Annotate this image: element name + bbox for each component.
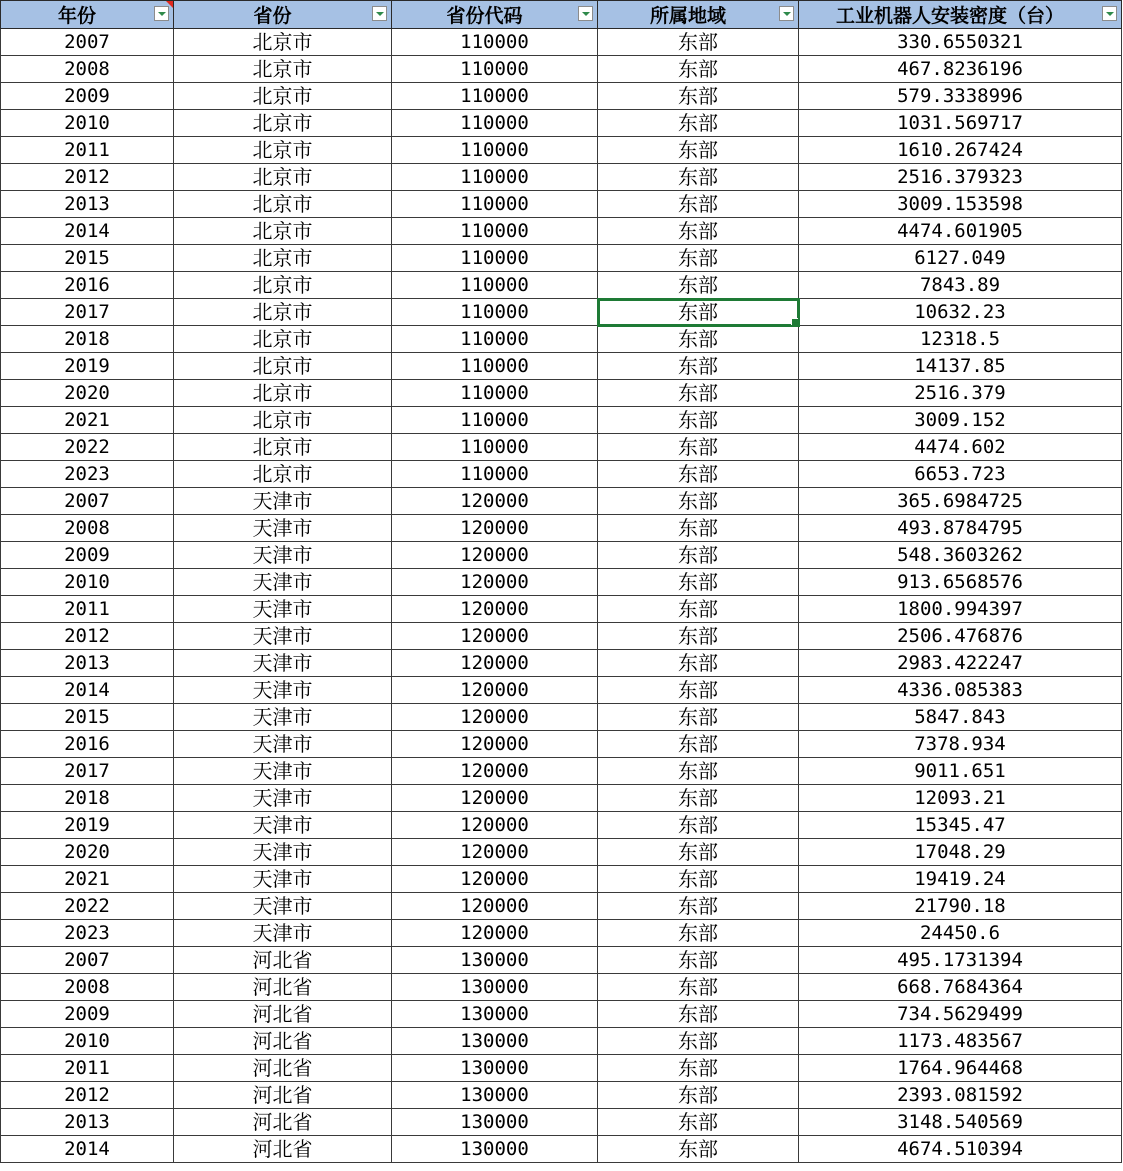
cell-province-code[interactable]: 110000 — [392, 326, 598, 353]
cell-province[interactable]: 天津市 — [174, 893, 392, 920]
cell-density[interactable]: 3009.153598 — [799, 191, 1122, 218]
cell-province[interactable]: 天津市 — [174, 677, 392, 704]
cell-year[interactable]: 2009 — [1, 542, 174, 569]
table-row — [1, 353, 1122, 380]
cell-density[interactable]: 579.3338996 — [799, 83, 1122, 110]
cell-density[interactable]: 17048.29 — [799, 839, 1122, 866]
table-row — [1, 137, 1122, 164]
table-row — [1, 974, 1122, 1001]
cell-year[interactable]: 2021 — [1, 866, 174, 893]
cell-province-code[interactable]: 120000 — [392, 893, 598, 920]
cell-province[interactable]: 天津市 — [174, 866, 392, 893]
cell-province-code[interactable]: 120000 — [392, 623, 598, 650]
cell-year[interactable]: 2016 — [1, 731, 174, 758]
cell-province[interactable]: 北京市 — [174, 56, 392, 83]
table-row — [1, 623, 1122, 650]
cell-year[interactable]: 2014 — [1, 218, 174, 245]
table-row — [1, 569, 1122, 596]
cell-province-code[interactable]: 110000 — [392, 272, 598, 299]
cell-density[interactable]: 24450.6 — [799, 920, 1122, 947]
cell-province-code[interactable]: 120000 — [392, 785, 598, 812]
cell-province-code[interactable]: 110000 — [392, 56, 598, 83]
cell-year[interactable]: 2015 — [1, 245, 174, 272]
cell-region[interactable]: 东部 — [598, 920, 799, 947]
cell-density[interactable]: 1031.569717 — [799, 110, 1122, 137]
table-row — [1, 218, 1122, 245]
cell-province[interactable]: 北京市 — [174, 29, 392, 56]
cell-province-code[interactable]: 120000 — [392, 569, 598, 596]
cell-province[interactable]: 天津市 — [174, 488, 392, 515]
cell-year[interactable]: 2016 — [1, 272, 174, 299]
cell-province-code[interactable]: 110000 — [392, 407, 598, 434]
cell-province[interactable]: 天津市 — [174, 839, 392, 866]
cell-density[interactable]: 365.6984725 — [799, 488, 1122, 515]
cell-density[interactable]: 467.8236196 — [799, 56, 1122, 83]
cell-region[interactable]: 东部 — [598, 1136, 799, 1163]
table-row — [1, 1001, 1122, 1028]
cell-province[interactable]: 北京市 — [174, 272, 392, 299]
cell-density[interactable]: 4336.085383 — [799, 677, 1122, 704]
cell-province-code[interactable]: 110000 — [392, 299, 598, 326]
table-row — [1, 245, 1122, 272]
table-row — [1, 83, 1122, 110]
cell-province-code[interactable]: 110000 — [392, 434, 598, 461]
cell-density[interactable]: 1173.483567 — [799, 1028, 1122, 1055]
cell-region[interactable]: 东部 — [598, 326, 799, 353]
cell-province-code[interactable]: 110000 — [392, 353, 598, 380]
cell-density[interactable]: 2516.379323 — [799, 164, 1122, 191]
cell-year[interactable]: 2014 — [1, 1136, 174, 1163]
cell-region[interactable]: 东部 — [598, 461, 799, 488]
column-header-province-code[interactable] — [392, 1, 598, 29]
cell-year[interactable]: 2020 — [1, 839, 174, 866]
cell-density[interactable]: 10632.23 — [799, 299, 1122, 326]
table-row — [1, 110, 1122, 137]
fill-handle[interactable] — [791, 318, 799, 326]
table-row — [1, 731, 1122, 758]
cell-province-code[interactable]: 110000 — [392, 245, 598, 272]
cell-density[interactable]: 548.3603262 — [799, 542, 1122, 569]
cell-year[interactable]: 2023 — [1, 461, 174, 488]
table-row — [1, 596, 1122, 623]
cell-year[interactable]: 2009 — [1, 1001, 174, 1028]
cell-density[interactable]: 493.8784795 — [799, 515, 1122, 542]
cell-province[interactable]: 北京市 — [174, 164, 392, 191]
cell-region[interactable]: 东部 — [598, 893, 799, 920]
cell-province[interactable]: 河北省 — [174, 974, 392, 1001]
cell-province-code[interactable]: 110000 — [392, 218, 598, 245]
cell-year[interactable]: 2021 — [1, 407, 174, 434]
cell-density[interactable]: 4474.601905 — [799, 218, 1122, 245]
cell-province[interactable]: 天津市 — [174, 650, 392, 677]
cell-province[interactable]: 北京市 — [174, 461, 392, 488]
cell-year[interactable]: 2019 — [1, 353, 174, 380]
cell-province-code[interactable]: 120000 — [392, 758, 598, 785]
cell-region[interactable]: 东部 — [598, 434, 799, 461]
cell-density[interactable]: 495.1731394 — [799, 947, 1122, 974]
table-row — [1, 164, 1122, 191]
cell-density[interactable]: 4674.510394 — [799, 1136, 1122, 1163]
cell-year[interactable]: 2013 — [1, 650, 174, 677]
cell-province[interactable]: 北京市 — [174, 137, 392, 164]
table-row — [1, 920, 1122, 947]
table-row — [1, 866, 1122, 893]
cell-province-code[interactable]: 110000 — [392, 191, 598, 218]
table-row — [1, 56, 1122, 83]
cell-density[interactable]: 2506.476876 — [799, 623, 1122, 650]
cell-density[interactable]: 6653.723 — [799, 461, 1122, 488]
cell-province[interactable]: 天津市 — [174, 920, 392, 947]
cell-year[interactable]: 2010 — [1, 1028, 174, 1055]
cell-province[interactable]: 北京市 — [174, 299, 392, 326]
cell-density[interactable]: 668.7684364 — [799, 974, 1122, 1001]
cell-province[interactable]: 河北省 — [174, 1136, 392, 1163]
cell-year[interactable]: 2010 — [1, 569, 174, 596]
cell-region[interactable]: 东部 — [598, 785, 799, 812]
cell-year[interactable]: 2020 — [1, 380, 174, 407]
cell-density[interactable]: 913.6568576 — [799, 569, 1122, 596]
cell-region[interactable]: 东部 — [598, 677, 799, 704]
cell-region[interactable]: 东部 — [598, 407, 799, 434]
cell-density[interactable]: 4474.602 — [799, 434, 1122, 461]
cell-density[interactable]: 330.6550321 — [799, 29, 1122, 56]
table-row — [1, 299, 1122, 326]
table-row — [1, 1109, 1122, 1136]
cell-year[interactable]: 2008 — [1, 56, 174, 83]
cell-year[interactable]: 2009 — [1, 83, 174, 110]
cell-province[interactable]: 河北省 — [174, 1109, 392, 1136]
cell-region[interactable]: 东部 — [598, 731, 799, 758]
column-header-density[interactable] — [799, 1, 1122, 29]
cell-year[interactable]: 2012 — [1, 623, 174, 650]
cell-province-code[interactable]: 130000 — [392, 1001, 598, 1028]
cell-region-selected[interactable]: 东部 — [598, 299, 799, 326]
cell-year[interactable]: 2022 — [1, 434, 174, 461]
column-header-province[interactable] — [174, 1, 392, 29]
cell-year[interactable]: 2023 — [1, 920, 174, 947]
cell-province-code[interactable]: 130000 — [392, 1028, 598, 1055]
cell-density[interactable]: 1800.994397 — [799, 596, 1122, 623]
cell-density[interactable]: 6127.049 — [799, 245, 1122, 272]
cell-province-code[interactable]: 110000 — [392, 461, 598, 488]
column-header-year[interactable] — [1, 1, 174, 29]
cell-region[interactable]: 东部 — [598, 596, 799, 623]
cell-region[interactable]: 东部 — [598, 218, 799, 245]
cell-density[interactable]: 21790.18 — [799, 893, 1122, 920]
cell-province[interactable]: 天津市 — [174, 704, 392, 731]
cell-year[interactable]: 2014 — [1, 677, 174, 704]
cell-year[interactable]: 2022 — [1, 893, 174, 920]
table-row — [1, 785, 1122, 812]
cell-province-code[interactable]: 120000 — [392, 650, 598, 677]
cell-province[interactable]: 北京市 — [174, 326, 392, 353]
cell-year[interactable]: 2019 — [1, 812, 174, 839]
cell-region[interactable]: 东部 — [598, 1109, 799, 1136]
cell-province[interactable]: 天津市 — [174, 542, 392, 569]
cell-province[interactable]: 天津市 — [174, 623, 392, 650]
cell-province[interactable]: 北京市 — [174, 353, 392, 380]
cell-year[interactable]: 2010 — [1, 110, 174, 137]
cell-province[interactable]: 天津市 — [174, 785, 392, 812]
comment-indicator-icon — [166, 1, 173, 8]
cell-year[interactable]: 2007 — [1, 947, 174, 974]
cell-region[interactable]: 东部 — [598, 488, 799, 515]
cell-region[interactable]: 东部 — [598, 137, 799, 164]
cell-region[interactable]: 东部 — [598, 110, 799, 137]
cell-region[interactable]: 东部 — [598, 650, 799, 677]
cell-region[interactable]: 东部 — [598, 1055, 799, 1082]
cell-province[interactable]: 天津市 — [174, 596, 392, 623]
table-row — [1, 758, 1122, 785]
cell-province-code[interactable]: 120000 — [392, 488, 598, 515]
cell-province-code[interactable]: 120000 — [392, 704, 598, 731]
cell-year[interactable]: 2011 — [1, 137, 174, 164]
cell-province-code[interactable]: 110000 — [392, 110, 598, 137]
cell-year[interactable]: 2017 — [1, 758, 174, 785]
table-row — [1, 380, 1122, 407]
table-row — [1, 542, 1122, 569]
table-row — [1, 839, 1122, 866]
table-row — [1, 326, 1122, 353]
table-row — [1, 191, 1122, 218]
cell-province[interactable]: 北京市 — [174, 191, 392, 218]
cell-year[interactable]: 2015 — [1, 704, 174, 731]
cell-province[interactable]: 河北省 — [174, 1082, 392, 1109]
table-row — [1, 434, 1122, 461]
cell-province-code[interactable]: 120000 — [392, 920, 598, 947]
cell-region[interactable]: 东部 — [598, 1082, 799, 1109]
cell-province[interactable]: 河北省 — [174, 1001, 392, 1028]
table-row — [1, 704, 1122, 731]
table-body — [1, 29, 1122, 1163]
cell-province-code[interactable]: 120000 — [392, 677, 598, 704]
cell-province-code[interactable]: 130000 — [392, 947, 598, 974]
cell-year[interactable]: 2017 — [1, 299, 174, 326]
cell-region[interactable]: 东部 — [598, 245, 799, 272]
cell-province-code[interactable]: 130000 — [392, 1082, 598, 1109]
cell-density[interactable]: 1610.267424 — [799, 137, 1122, 164]
table-row — [1, 272, 1122, 299]
cell-province-code[interactable]: 130000 — [392, 1136, 598, 1163]
cell-province[interactable]: 天津市 — [174, 515, 392, 542]
cell-region[interactable]: 东部 — [598, 974, 799, 1001]
cell-region[interactable]: 东部 — [598, 56, 799, 83]
table-row — [1, 488, 1122, 515]
cell-density[interactable]: 14137.85 — [799, 353, 1122, 380]
cell-province-code[interactable]: 120000 — [392, 839, 598, 866]
cell-province[interactable]: 河北省 — [174, 1055, 392, 1082]
cell-density[interactable]: 5847.843 — [799, 704, 1122, 731]
cell-year[interactable]: 2013 — [1, 191, 174, 218]
cell-province-code[interactable]: 110000 — [392, 137, 598, 164]
cell-province-code[interactable]: 120000 — [392, 812, 598, 839]
column-header-label: 省份 — [253, 5, 292, 27]
cell-region[interactable]: 东部 — [598, 542, 799, 569]
cell-region[interactable]: 东部 — [598, 353, 799, 380]
table-row — [1, 893, 1122, 920]
cell-year[interactable]: 2007 — [1, 488, 174, 515]
table-row — [1, 812, 1122, 839]
filter-dropdown-icon[interactable] — [372, 6, 387, 21]
column-header-label: 工业机器人安装密度（台） — [835, 5, 1064, 27]
cell-province-code[interactable]: 110000 — [392, 380, 598, 407]
cell-density[interactable]: 12318.5 — [799, 326, 1122, 353]
cell-region[interactable]: 东部 — [598, 191, 799, 218]
cell-region[interactable]: 东部 — [598, 758, 799, 785]
cell-density[interactable]: 1764.964468 — [799, 1055, 1122, 1082]
cell-region[interactable]: 东部 — [598, 947, 799, 974]
cell-province[interactable]: 天津市 — [174, 569, 392, 596]
cell-region[interactable]: 东部 — [598, 866, 799, 893]
cell-province[interactable]: 北京市 — [174, 434, 392, 461]
cell-year[interactable]: 2011 — [1, 1055, 174, 1082]
cell-province-code[interactable]: 120000 — [392, 731, 598, 758]
cell-year[interactable]: 2013 — [1, 1109, 174, 1136]
cell-year[interactable]: 2012 — [1, 1082, 174, 1109]
table-row — [1, 650, 1122, 677]
cell-province[interactable]: 北京市 — [174, 245, 392, 272]
cell-province-code[interactable]: 120000 — [392, 866, 598, 893]
filter-dropdown-icon[interactable] — [1102, 6, 1117, 21]
cell-province-code[interactable]: 110000 — [392, 83, 598, 110]
filter-dropdown-icon[interactable] — [154, 6, 169, 21]
cell-year[interactable]: 2018 — [1, 785, 174, 812]
cell-density[interactable]: 3148.540569 — [799, 1109, 1122, 1136]
cell-region[interactable]: 东部 — [598, 515, 799, 542]
table-row — [1, 677, 1122, 704]
column-header-label: 所属地域 — [649, 5, 726, 27]
table-row — [1, 407, 1122, 434]
cell-density[interactable]: 7378.934 — [799, 731, 1122, 758]
cell-density[interactable]: 734.5629499 — [799, 1001, 1122, 1028]
cell-region[interactable]: 东部 — [598, 164, 799, 191]
header-row — [1, 1, 1122, 29]
cell-region[interactable]: 东部 — [598, 569, 799, 596]
table-row — [1, 1028, 1122, 1055]
cell-province[interactable]: 北京市 — [174, 110, 392, 137]
cell-province[interactable]: 天津市 — [174, 731, 392, 758]
filter-dropdown-icon[interactable] — [578, 6, 593, 21]
cell-region[interactable]: 东部 — [598, 1028, 799, 1055]
cell-province[interactable]: 天津市 — [174, 812, 392, 839]
cell-density[interactable]: 2393.081592 — [799, 1082, 1122, 1109]
cell-province-code[interactable]: 110000 — [392, 164, 598, 191]
cell-province-code[interactable]: 120000 — [392, 542, 598, 569]
cell-province[interactable]: 河北省 — [174, 1028, 392, 1055]
column-header-label: 省份代码 — [446, 5, 523, 27]
cell-region[interactable]: 东部 — [598, 812, 799, 839]
cell-density[interactable]: 12093.21 — [799, 785, 1122, 812]
cell-province[interactable]: 天津市 — [174, 758, 392, 785]
table-row — [1, 1136, 1122, 1163]
cell-region[interactable]: 东部 — [598, 1001, 799, 1028]
cell-year[interactable]: 2018 — [1, 326, 174, 353]
cell-region[interactable]: 东部 — [598, 623, 799, 650]
cell-region[interactable]: 东部 — [598, 272, 799, 299]
table-row — [1, 1082, 1122, 1109]
cell-density[interactable]: 2983.422247 — [799, 650, 1122, 677]
cell-density[interactable]: 3009.152 — [799, 407, 1122, 434]
cell-region[interactable]: 东部 — [598, 380, 799, 407]
cell-province-code[interactable]: 130000 — [392, 1109, 598, 1136]
cell-density[interactable]: 19419.24 — [799, 866, 1122, 893]
table-row — [1, 947, 1122, 974]
cell-density[interactable]: 2516.379 — [799, 380, 1122, 407]
cell-year[interactable]: 2007 — [1, 29, 174, 56]
cell-region[interactable]: 东部 — [598, 29, 799, 56]
cell-province-code[interactable]: 120000 — [392, 596, 598, 623]
cell-region[interactable]: 东部 — [598, 704, 799, 731]
cell-province-code[interactable]: 130000 — [392, 1055, 598, 1082]
cell-region[interactable]: 东部 — [598, 83, 799, 110]
table-row — [1, 29, 1122, 56]
column-header-region[interactable] — [598, 1, 799, 29]
column-header-label: 年份 — [57, 5, 96, 27]
cell-province[interactable]: 北京市 — [174, 380, 392, 407]
cell-region[interactable]: 东部 — [598, 839, 799, 866]
table-row — [1, 515, 1122, 542]
cell-year[interactable]: 2008 — [1, 515, 174, 542]
cell-province-code[interactable]: 120000 — [392, 515, 598, 542]
cell-density[interactable]: 15345.47 — [799, 812, 1122, 839]
cell-province[interactable]: 北京市 — [174, 218, 392, 245]
cell-density[interactable]: 7843.89 — [799, 272, 1122, 299]
filter-dropdown-icon[interactable] — [779, 6, 794, 21]
cell-province[interactable]: 北京市 — [174, 407, 392, 434]
cell-province[interactable]: 河北省 — [174, 947, 392, 974]
cell-year[interactable]: 2008 — [1, 974, 174, 1001]
cell-density[interactable]: 9011.651 — [799, 758, 1122, 785]
cell-province-code[interactable]: 110000 — [392, 29, 598, 56]
table-row — [1, 461, 1122, 488]
cell-year[interactable]: 2012 — [1, 164, 174, 191]
cell-province-code[interactable]: 130000 — [392, 974, 598, 1001]
table-row — [1, 1055, 1122, 1082]
cell-province[interactable]: 北京市 — [174, 83, 392, 110]
cell-year[interactable]: 2011 — [1, 596, 174, 623]
